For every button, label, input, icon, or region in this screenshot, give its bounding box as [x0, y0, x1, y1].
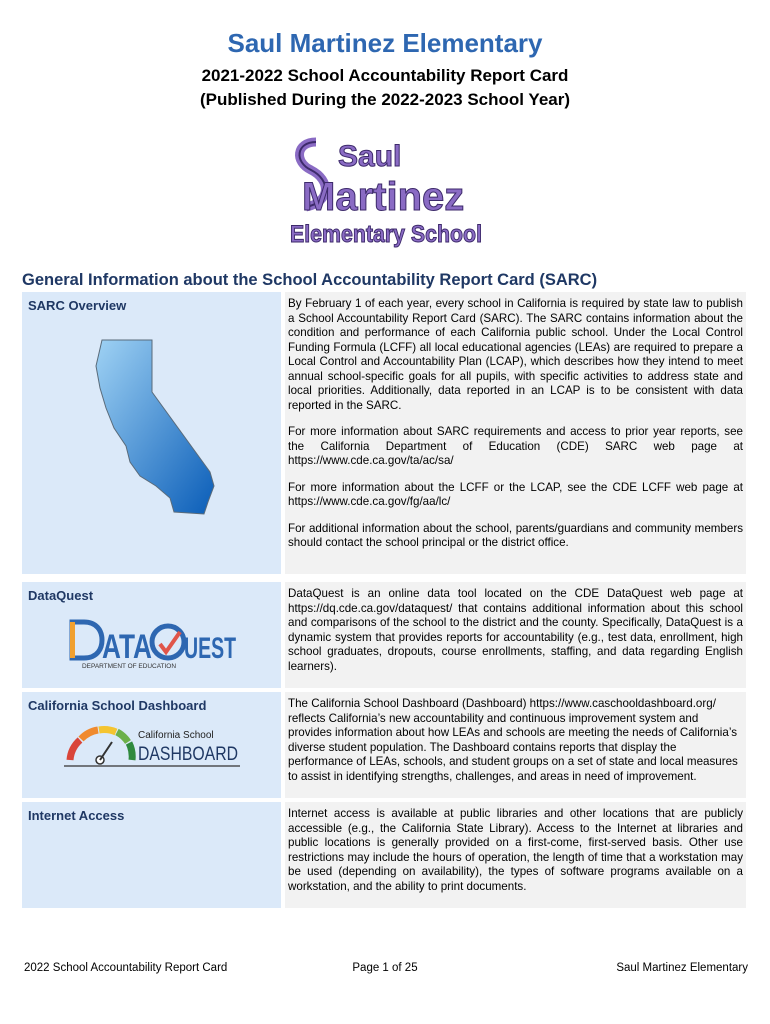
sarc-overview-label: SARC Overview	[28, 298, 127, 313]
dashboard-text-cell	[285, 692, 746, 798]
report-title: 2021-2022 School Accountability Report Card	[201, 66, 569, 85]
dashboard-logo	[62, 724, 242, 770]
dashboard-logo-top: California School	[138, 730, 214, 741]
dataquest-paragraph: DataQuest is an online data tool located on the CDE DataQuest web page at https://dq.cde.ca.gov/dataquest/ that contains additional information about this school and comparisons of the school to the district and the county. Specifically, DataQuest is a dynamic system that provides reports for accountability (e.g., test data, enrollment, high school graduates, dropouts, course enrollments, staffing, and data regarding English learners).	[288, 587, 743, 673]
dashboard-paragraph: The California School Dashboard (Dashboard) https://www.caschooldashboard.org/ reflects California’s new accountability and continuous improvement system and provides information about how LEAs and schools are meeting the needs of California’s diverse student population. The Dashboard contains reports that display the performance of LEAs, schools, and student groups on a set of state and local measures to assist in identifying strengths, challenges, and areas in need of improvement.	[288, 697, 738, 783]
internet-access-label-cell	[22, 802, 281, 908]
sarc-overview-paragraph: For more information about the LCFF or the LCAP, see the CDE LCFF web page at https://www.cde.ca.gov/fg/aa/lc/	[288, 480, 743, 508]
dashboard-label: California School Dashboard	[28, 698, 207, 713]
dataquest-row	[22, 582, 746, 688]
sarc-overview-paragraph: For additional information about the school, parents/guardians and community members should contact the school principal or the district office.	[288, 521, 743, 549]
logo-line2: Martinez	[302, 175, 465, 219]
dataquest-logo-text-b: UEST	[184, 632, 236, 665]
dataquest-logo-text-a: ATA	[102, 628, 152, 666]
footer-left: 2022 School Accountability Report Card	[24, 962, 228, 974]
logo-line1: Saul	[338, 140, 402, 173]
sarc-overview-paragraph: For more information about SARC requirements and access to prior year reports, see the California Department of Education (CDE) SARC web page at https://www.cde.ca.gov/ta/ac/sa/	[288, 425, 743, 467]
california-map-icon	[92, 336, 222, 516]
school-logo	[286, 132, 486, 250]
dataquest-label: DataQuest	[28, 588, 94, 603]
dataquest-label-cell	[22, 582, 281, 688]
internet-access-label: Internet Access	[28, 808, 125, 823]
published-note: (Published During the 2022-2023 School Year)	[199, 90, 571, 109]
dashboard-label-cell	[22, 692, 281, 798]
internet-access-row	[22, 802, 746, 908]
sarc-overview-row	[22, 292, 746, 574]
school-name-title: Saul Martinez Elementary	[227, 28, 543, 58]
footer-right: Saul Martinez Elementary	[616, 962, 748, 974]
sarc-overview-text-cell	[285, 292, 746, 574]
internet-access-paragraph: Internet access is available at public libraries and other locations that are publicly accessible (e.g., the California State Library). Access to the Internet at libraries and public locations is generally provided on a first-come, first-served basis. Other use restrictions may include the hours of operation, the length of time that a workstation may be used (depending on availability), the types of software programs available on a workstation, and the ability to print documents.	[288, 807, 743, 893]
sarc-overview-label-cell	[22, 292, 281, 574]
sarc-overview-paragraph: By February 1 of each year, every school in California is required by state law to publish a School Accountability Report Card (SARC). The SARC contains information about the condition and performance of each California public school. Under the Local Control Funding Formula (LCFF) all local educational agencies (LEAs) are required to prepare a Local Control and Accountability Plan (LCAP), which describes how they intend to meet annual school-specific goals for all pupils, with specific activities to address state and local priorities. Additionally, data reported in an LCAP is to be consistent with data reported in the SARC.	[288, 297, 743, 412]
dataquest-text-cell	[285, 582, 746, 688]
dataquest-logo-caption: DEPARTMENT OF EDUCATION	[82, 664, 176, 670]
internet-access-text-cell	[285, 802, 746, 908]
general-info-heading: General Information about the School Accountability Report Card (SARC)	[22, 271, 598, 289]
dataquest-logo	[68, 618, 238, 670]
logo-line3: Elementary School	[290, 221, 482, 248]
dashboard-row	[22, 692, 746, 798]
dashboard-logo-bottom: DASHBOARD	[138, 744, 238, 765]
footer-page-number: Page 1 of 25	[352, 962, 418, 974]
